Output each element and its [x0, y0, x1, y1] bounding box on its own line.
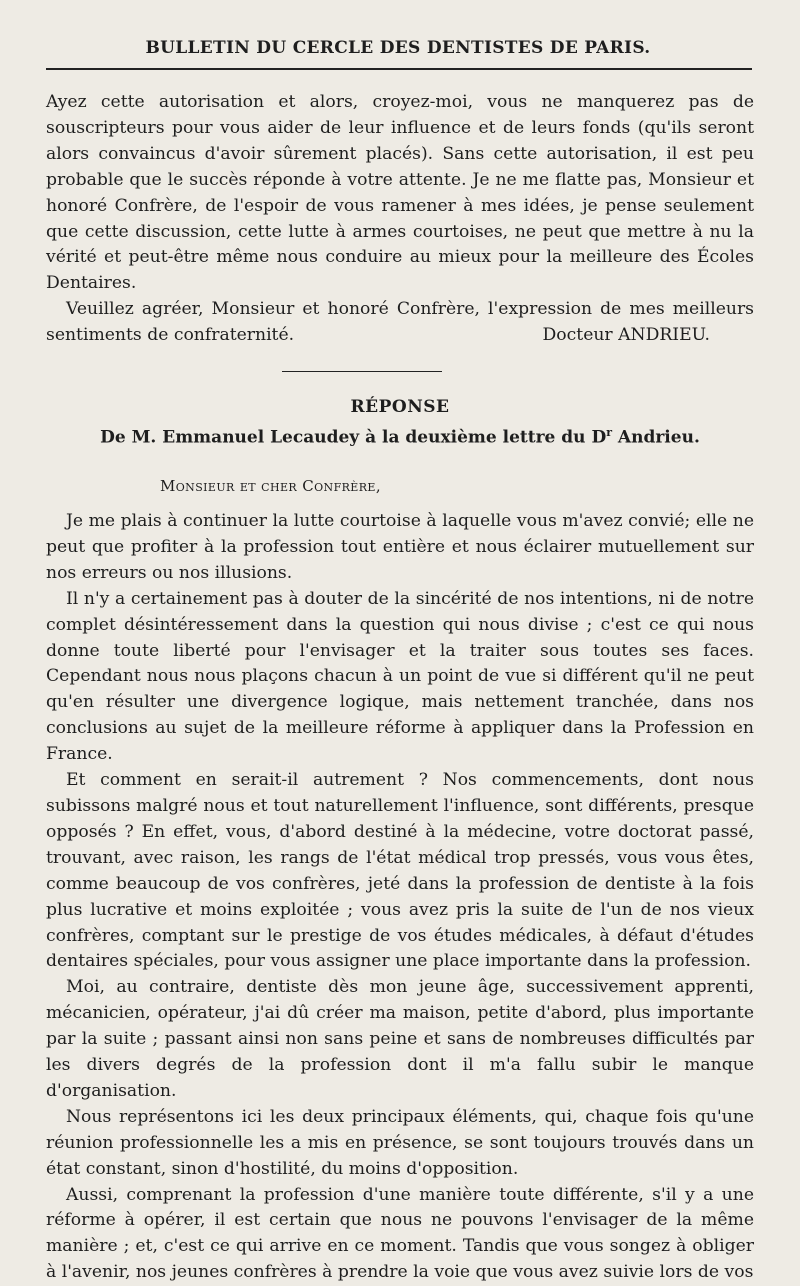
paragraph: Ayez cette autorisation et alors, croyez-moi, vous ne manquerez pas de souscripteurs pour vous aider de leur influence et de leurs fonds (qu'ils seront alors convaincus d'avoir sûrement placés). Sans cette autorisation, il est peu probable que le succès réponde à votre attente. Je ne me flatte pas, Monsieur et honoré Confrère, de l'espoir de vous ramener à mes idées, je pense seulement que cette discussion, cette lutte à armes courtoises, ne peut que mettre à nu la vérité et peut-être même nous conduire au mieux pour la meilleure des Écoles Dentaires.: [46, 92, 754, 294]
paragraph: Je me plais à continuer la lutte courtoise à laquelle vous m'avez convié; elle ne peut que profiter à la profession tout entière et nous éclairer mutuellement sur nos erreurs ou nos illusions.: [46, 511, 754, 583]
paragraph: Moi, au contraire, dentiste dès mon jeune âge, successivement apprenti, mécanicien, opérateur, j'ai dû créer ma maison, petite d'abord, plus importante par la suite ; passant ainsi non sans peine et sans de nombreuses difficultés par les divers degrés de la profession dont il m'a fallu subir le manque d'organisation.: [46, 977, 754, 1101]
paragraph: Il n'y a certainement pas à douter de la sincérité de nos intentions, ni de notre complet désintéressement dans la question qui nous divise ; c'est ce qui nous donne toute liberté pour l'envisager et la traiter sous toutes ses faces. Cependant nous nous plaçons chacun à un point de vue si différent qu'il ne peut qu'en résulter une divergence logique, mais nettement tranchée, dans nos conclusions au sujet de la meilleure réforme à appliquer dans la Profession en France.: [46, 588, 754, 765]
running-header: BULLETIN DU CERCLE DES DENTISTES DE PARIS.: [145, 38, 651, 58]
section-divider: [282, 371, 442, 372]
paragraph: Veuillez agréer, Monsieur et honoré Confrère, l'expression de mes meilleurs sentiments de confraternité.: [46, 299, 754, 346]
section-subheading: [46, 426, 754, 448]
subheading-text: De M. Emmanuel Lecaudey à la deuxième lettre du D: [100, 427, 607, 448]
paragraph: Et comment en serait-il autrement ? Nos commencements, dont nous subissons malgré nous et tout naturellement l'influence, sont différents, presque opposés ? En effet, vous, d'abord destiné à la médecine, votre doctorat passé, trouvant, avec raison, les rangs de l'état médical trop pressés, vous vous êtes, comme beaucoup de vos confrères, jeté dans la profession de dentiste à la fois plus lucrative et moins exploitée ; vous avez pris la suite de l'un de nos vieux confrères, comptant sur le prestige de vos études médicales, à défaut d'études dentaires spéciales, pour vous assigner une place importante dans la profession.: [46, 770, 754, 972]
signature: Docteur ANDRIEU.: [542, 325, 710, 345]
paragraph: Aussi, comprenant la profession d'une manière toute différente, s'il y a une réforme à opérer, il est certain que nous ne pouvons l'envisager de la même manière ; et, c'est ce qui arrive en ce moment. Tandis que vous songez à obliger à l'avenir, nos jeunes confrères à prendre la voie que vous avez suivie lors de vos: [46, 1184, 754, 1283]
salutation: Monsieur et cher Confrère,: [160, 477, 382, 495]
paragraph: Nous représentons ici les deux principaux éléments, qui, chaque fois qu'une réunion professionnelle les a mis en présence, se sont toujours trouvés dans un état constant, sinon d'hostilité, du moins d'opposition.: [46, 1106, 754, 1179]
subheading-superscript: r: [606, 426, 612, 439]
response-body: [46, 509, 754, 1286]
subheading-text-end: Andrieu.: [612, 427, 700, 448]
previous-letter-ending: [46, 90, 754, 349]
header-rule: [46, 68, 752, 70]
section-heading: RÉPONSE: [350, 397, 450, 417]
